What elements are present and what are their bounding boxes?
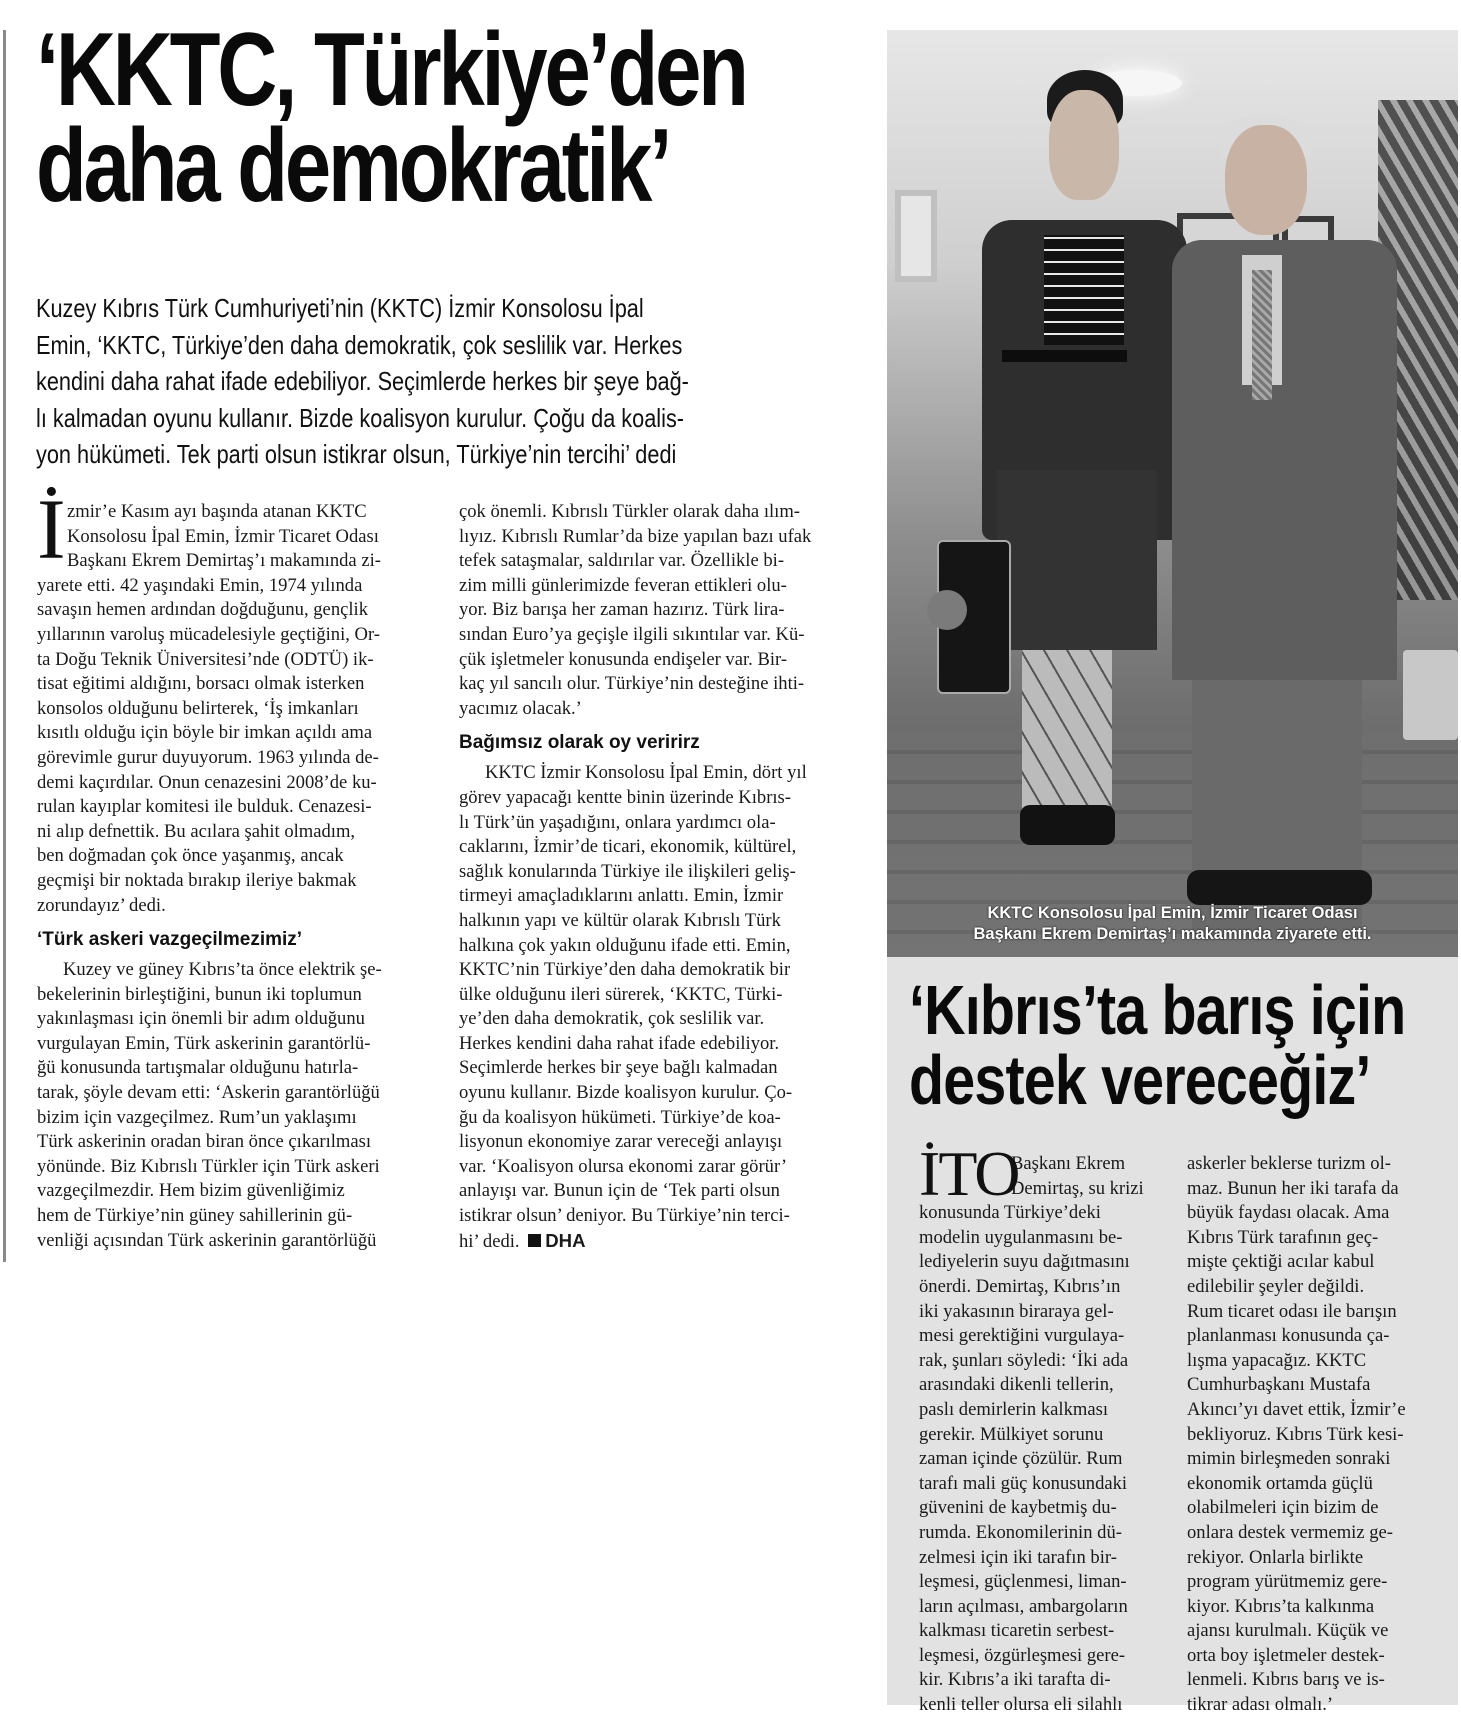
text-line: ye’den daha demokratik, çok seslilik var. <box>459 1008 765 1030</box>
text-line: Türk askerinin oradan biran önce çıkarılması <box>37 1131 372 1153</box>
text-line: rumda. Ekonomilerinin dü- <box>919 1521 1122 1543</box>
text-line: edilebilir şeyler değildi. <box>1187 1275 1365 1297</box>
text-line: Konsolosu İpal Emin, İzmir Ticaret Odası <box>67 525 379 547</box>
paragraph <box>37 958 437 1253</box>
text-line: mimin birleşmeden sonraki <box>1187 1448 1391 1470</box>
text-line: konusunda Türkiye’deki <box>919 1202 1101 1224</box>
text-line: onlara destek vermemiz ge- <box>1187 1521 1393 1543</box>
person-woman-belt <box>1002 350 1127 362</box>
text-line: Cumhurbaşkanı Mustafa <box>1187 1374 1371 1396</box>
text-line: halkına çok yakın olduğunu ifade etti. Emin, <box>459 934 791 956</box>
text-line: leşmesi, özgürleşmesi gere- <box>919 1644 1126 1666</box>
sidebar-headline <box>909 971 1406 1119</box>
text-line: tisat eğitimi aldığını, borsacı olmak isterken <box>37 673 365 695</box>
text-line: kaç yıl sancılı olur. Türkiye’nin desteğine ihti- <box>459 673 805 695</box>
text-line: kenli teller olursa eli silahlı <box>919 1694 1123 1716</box>
paragraph <box>919 1201 1159 1717</box>
wall-frame <box>895 190 937 282</box>
person-woman-shoes <box>1020 805 1115 845</box>
article-column-1 <box>37 481 437 1253</box>
text-line: rekiyor. Onlarla birlikte <box>1187 1546 1364 1568</box>
text-line: yor. Biz barışa her zaman hazırız. Türk lira- <box>459 599 785 621</box>
text-line: mesi gerektiğini vurgulaya- <box>919 1325 1125 1347</box>
text-line: güvenini de kaybetmiş du- <box>919 1497 1117 1519</box>
text-line: bekliyoruz. Kıbrıs Türk kesi- <box>1187 1423 1404 1445</box>
text-line: Başkanı Ekrem <box>1011 1153 1126 1174</box>
text-line: büyük faydası olacak. Ama <box>1187 1202 1390 1224</box>
text-line: yakınlaşması için önemli bir adım olduğunu <box>37 1008 365 1030</box>
text-line: istikrar olsun’ deniyor. Bu Türkiye’nin terci- <box>459 1205 790 1227</box>
text-line: olabilmeleri için bizim de <box>1187 1497 1379 1519</box>
text-line: rak, şunları söyledi: ‘İki ada <box>919 1349 1129 1371</box>
sidebar-column-2 <box>1187 1152 1447 1718</box>
text-line: sından Euro’ya geçişle ilgili sıkıntılar var. Kü- <box>459 623 805 645</box>
paragraph <box>1187 1152 1447 1718</box>
text-line: Akıncı’yı davet ettik, İzmir’e <box>1187 1398 1406 1420</box>
person-woman-skirt <box>997 470 1157 650</box>
text-line: tefek sataşmalar, saldırılar var. Özellikle bi- <box>459 550 785 572</box>
person-woman-legs <box>1022 650 1112 810</box>
main-headline <box>36 12 746 224</box>
text-line: arasındaki dikenli tellerin, <box>919 1374 1114 1396</box>
text-line: lı kalmadan oyunu kullanır. Bizde koalisyon kurulur. Çoğu da koalis- <box>36 402 685 433</box>
lead-paragraph <box>36 290 871 473</box>
text-line: tirmeyi amaçladıklarını anlattı. Emin, İzmir <box>459 885 784 907</box>
text-line: çok önemli. Kıbrıslı Türkler olarak daha ılım- <box>459 501 800 522</box>
person-man-tie <box>1252 270 1272 400</box>
text-line: caklarını, İzmir’de ticari, ekonomik, kültürel, <box>459 836 797 858</box>
text-line: konsolos olduğunu belirterek, ‘İş imkanları <box>37 697 359 719</box>
subheading: Bağımsız olarak oy veririrz <box>459 732 700 754</box>
news-photo <box>887 30 1458 957</box>
text-line: Kuzey Kıbrıs Türk Cumhuriyeti’nin (KKTC) İzmir Konsolosu İpal <box>36 293 644 323</box>
plant-pot <box>1403 650 1458 740</box>
text-line: vurgulayan Emin, Türk askerinin garantörlü- <box>37 1032 371 1054</box>
text-line: ğü konusunda tartışmalar olduğunu hatırla- <box>37 1057 359 1079</box>
paragraph <box>459 761 864 1228</box>
sidebar-column-1 <box>919 1138 1159 1718</box>
text-line: lenmeli. Kıbrıs barış ve is- <box>1187 1669 1385 1691</box>
text-line: ta Doğu Teknik Üniversitesi’nde (ODTÜ) ik- <box>37 648 374 670</box>
column-rule <box>3 30 6 1262</box>
text-line: zorundayız’ dedi. <box>37 894 166 916</box>
text-line: planlanması konusunda ça- <box>1187 1325 1390 1347</box>
dropcap-letter: İ <box>37 481 66 577</box>
text-line: sağlık konularında Türkiye ile ilişkileri geliş- <box>459 860 796 882</box>
text-line: var. ‘Koalisyon olursa ekonomi zarar görür’ <box>459 1155 788 1177</box>
text-line: görevimle gurur duyuyorum. 1963 yılında de- <box>37 746 379 768</box>
text-line: zim milli günlerimizde feveran ettikleri olu- <box>459 574 787 596</box>
text-line: anlayışı var. Bunun için de ‘Tek parti olsun <box>459 1180 780 1202</box>
closing-line <box>459 1229 864 1255</box>
text-line: Seçimlerde herkes bir şeye bağlı kalmadan <box>459 1057 778 1079</box>
text-line: venliği açısından Türk askerinin garantörlüğü <box>37 1229 377 1251</box>
text-line: önerdi. Demirtaş, Kıbrıs’ın <box>919 1275 1121 1297</box>
person-man-head <box>1225 125 1307 235</box>
text-line: Kuzey ve güney Kıbrıs’ta önce elektrik şe- <box>63 959 382 981</box>
sidebar-article <box>887 957 1458 1716</box>
text-line: lışma yapacağız. KKTC <box>1187 1349 1367 1371</box>
text-line: KKTC İzmir Konsolosu İpal Emin, dört yıl <box>485 762 807 784</box>
text-line: ajansı kurulmalı. Küçük ve <box>1187 1620 1389 1642</box>
end-square-icon <box>528 1234 541 1247</box>
text-line: yönünde. Biz Kıbrıslı Türkler için Türk askeri <box>37 1155 380 1177</box>
text-line: zaman içinde çözülür. Rum <box>919 1448 1123 1470</box>
text-line: Kıbrıs Türk tarafının geç- <box>1187 1226 1379 1248</box>
paragraph <box>459 500 864 721</box>
text-line: askerler beklerse turizm ol- <box>1187 1153 1391 1174</box>
closing-text: hi’ dedi. <box>459 1230 520 1252</box>
text-line: KKTC’nin Türkiye’den daha demokratik bir <box>459 959 791 981</box>
text-line: yacımız olacak.’ <box>459 697 582 719</box>
text-line: Herkes kendini daha rahat ifade edebiliyor. <box>459 1032 780 1054</box>
text-line: kısıtlı olduğu için böyle bir imkan açıldı ama <box>37 722 373 744</box>
handbag-pompom <box>927 590 967 630</box>
text-line: ben doğmadan çok önce yaşanmış, ancak <box>37 845 344 867</box>
text-line: lediyelerin suyu dağıtmasını <box>919 1251 1130 1273</box>
headline-line: ‘KKTC, Türkiye’den <box>36 12 746 128</box>
news-agency-credit: DHA <box>545 1229 586 1251</box>
text-line: kir. Kıbrıs’a iki tarafta di- <box>919 1669 1111 1691</box>
caption-line: KKTC Konsolosu İpal Emin, İzmir Ticaret Odası <box>987 904 1358 922</box>
text-line: kendini daha rahat ifade edebiliyor. Seçimlerde herkes bir şeye bağ- <box>36 366 689 396</box>
text-line: demi kaçırdılar. Onun cenazesini 2008’de ku- <box>37 771 377 793</box>
headline-line: daha demokratik’ <box>36 108 670 224</box>
text-line: bekelerinin birleştiğini, bunun iki toplumun <box>37 983 362 1005</box>
text-line: ekonomik ortamda güçlü <box>1187 1472 1373 1494</box>
text-line: program yürütmemiz gere- <box>1187 1571 1388 1593</box>
text-line: Emin, ‘KKTC, Türkiye’den daha demokratik, çok seslilik var. Herkes <box>36 329 683 360</box>
text-line: tikrar adası olmalı.’ <box>1187 1694 1334 1716</box>
photo-caption <box>887 903 1458 945</box>
text-line: çük işletmeler konusunda endişeler var. Bir- <box>459 648 788 670</box>
subheading: ‘Türk askeri vazgeçilmezimiz’ <box>37 929 303 951</box>
paragraph <box>37 574 437 918</box>
text-line: geçmişi bir noktada bırakıp ileriye bakmak <box>37 869 357 891</box>
text-line: tarak, şöyle devam etti: ‘Askerin garantörlüğü <box>37 1082 380 1104</box>
text-line: zmir’e Kasım ayı başında atanan KKTC <box>67 501 367 522</box>
text-line: halkının yapı ve kültür olarak Kıbrıslı Türk <box>459 909 781 931</box>
headline-line: ‘Kıbrıs’ta barış için <box>909 971 1406 1049</box>
text-line: modelin uygulanmasını be- <box>919 1226 1123 1248</box>
text-line: yarete etti. 42 yaşındaki Emin, 1974 yılında <box>37 574 363 596</box>
dropcap-paragraph <box>37 481 437 577</box>
text-line: ülke olduğunu ileri sürerek, ‘KKTC, Türki- <box>459 983 783 1005</box>
text-line: lisyonun ekonomiye zarar vereceği anlayışı <box>459 1131 783 1153</box>
text-line: kalkması ticaretin serbest- <box>919 1620 1115 1642</box>
text-line: Demirtaş, su krizi <box>1011 1177 1144 1199</box>
text-line: orta boy işletmeler destek- <box>1187 1644 1385 1666</box>
text-line: Başkanı Ekrem Demirtaş’ı makamında zi- <box>67 550 381 572</box>
text-line: yon hükümeti. Tek parti olsun istikrar olsun, Türkiye’nin tercihi’ dedi <box>36 439 677 469</box>
text-line: tarafı mali güç konusundaki <box>919 1472 1128 1494</box>
dropcap-paragraph <box>919 1138 1159 1209</box>
text-line: Rum ticaret odası ile barışın <box>1187 1300 1397 1322</box>
text-line: vazgeçilmezdir. Hem bizim güvenliğimiz <box>37 1180 345 1202</box>
text-line: kiyor. Kıbrıs’ta kalkınma <box>1187 1595 1375 1617</box>
text-line: oyunu kullanır. Bizde koalisyon kurulur. Ço- <box>459 1082 793 1104</box>
text-line: bizim için vazgeçilmez. Rum’un yaklaşımı <box>37 1106 357 1128</box>
caption-line: Başkanı Ekrem Demirtaş’ı makamında ziyarete etti. <box>973 925 1372 943</box>
text-line: lı Türk’ün yaşadığını, onlara yardımcı ola- <box>459 811 776 833</box>
text-line: hem de Türkiye’nin güney sahillerinin gü- <box>37 1205 353 1227</box>
text-line: mişte çektiği acılar kabul <box>1187 1251 1375 1273</box>
text-line: leşmesi, güçlenmesi, liman- <box>919 1571 1127 1593</box>
text-line: zelmesi için iki tarafın bir- <box>919 1546 1117 1568</box>
person-woman-head <box>1049 90 1119 200</box>
headline-line: destek vereceğiz’ <box>909 1041 1371 1119</box>
text-line: savaşın hemen ardından doğduğunu, gençlik <box>37 599 368 621</box>
text-line: ni alıp defnettik. Bu acılara şahit olmadım, <box>37 820 356 842</box>
text-line: ların açılması, ambargoların <box>919 1595 1128 1617</box>
article-column-2 <box>459 500 864 1254</box>
text-line: yıllarının varoluş mücadelesiyle geçtiğini, Or- <box>37 623 380 645</box>
text-line: lıyız. Kıbrıslı Rumlar’da bize yapılan bazı ufak <box>459 525 812 547</box>
person-man-shoes <box>1187 870 1372 905</box>
text-line: görev yapacağı kentte binin üzerinde Kıbrıs- <box>459 786 791 808</box>
text-line: maz. Bunun her iki tarafa da <box>1187 1177 1399 1199</box>
person-man-suit <box>1172 240 1397 680</box>
text-line: gerekir. Mülkiyet sorunu <box>919 1423 1104 1445</box>
dropcap-ito: İTO <box>919 1138 1019 1209</box>
text-line: iki yakasının biraraya gel- <box>919 1300 1114 1322</box>
text-line: paslı demirlerin kalkması <box>919 1398 1108 1420</box>
text-line: rulan kayıplar komitesi ile bulduk. Cenazesi- <box>37 796 372 818</box>
person-woman-shirt <box>1044 235 1124 345</box>
text-line: ğu da koalisyon hükümeti. Türkiye’de koa- <box>459 1106 781 1128</box>
